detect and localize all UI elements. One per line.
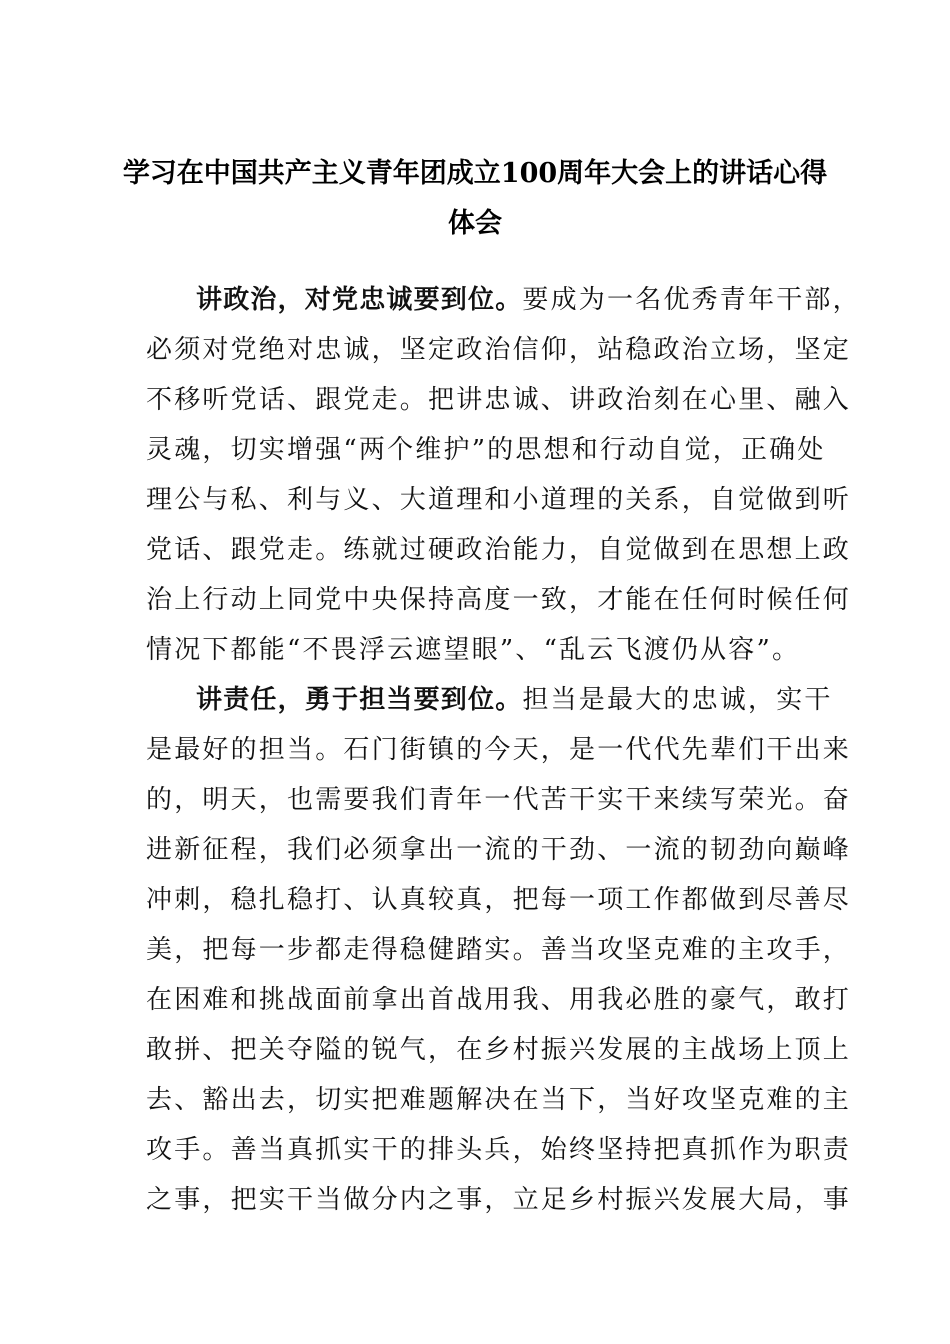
paragraph-2-line: 美，把每一步都走得稳健踏实。善当攻坚克难的主攻手， <box>146 935 852 965</box>
paragraph-2-line: 担当是最大的忠诚，实干 <box>522 685 833 715</box>
paragraph-1-line: 理公与私、利与义、大道理和小道理的关系，自觉做到听 <box>146 485 852 515</box>
paragraph-1-line: 情况下都能“不畏浮云遮望眼”、“乱云飞渡仍从容”。 <box>146 635 801 665</box>
paragraph-2-line: 在困难和挑战面前拿出首战用我、用我必胜的豪气，敢打 <box>146 985 852 1015</box>
document-title-line-2: 体会 <box>448 208 502 239</box>
paragraph-1-line: 治上行动上同党中央保持高度一致，才能在任何时候任何 <box>146 585 852 615</box>
paragraph-1-line: 灵魂，切实增强“两个维护”的思想和行动自觉，正确处 <box>146 435 826 465</box>
paragraph-2-line: 冲刺，稳扎稳打、认真较真，把每一项工作都做到尽善尽 <box>146 885 852 915</box>
paragraph-2-line: 敢拼、把关夺隘的锐气，在乡村振兴发展的主战场上顶上 <box>146 1035 852 1065</box>
paragraph-1-heading: 讲政治，对党忠诚要到位。 <box>196 285 523 315</box>
paragraph-1-line: 不移听党话、跟党走。把讲忠诚、讲政治刻在心里、融入 <box>146 385 852 415</box>
paragraph-2-line: 之事，把实干当做分内之事，立足乡村振兴发展大局，事 <box>146 1185 852 1215</box>
paragraph-2-line: 的，明天，也需要我们青年一代苦干实干来续写荣光。奋 <box>146 785 852 815</box>
paragraph-2-first-line <box>196 680 833 720</box>
paragraph-1-line: 党话、跟党走。练就过硬政治能力，自觉做到在思想上政 <box>146 535 852 565</box>
paragraph-2-line: 去、豁出去，切实把难题解决在当下，当好攻坚克难的主 <box>146 1085 852 1115</box>
paragraph-1-first-line <box>196 280 861 320</box>
paragraph-2-line: 是最好的担当。石门街镇的今天，是一代代先辈们干出来 <box>146 735 852 765</box>
paragraph-2-line: 进新征程，我们必须拿出一流的干劲、一流的韧劲向巅峰 <box>146 835 852 865</box>
paragraph-1-line: 要成为一名优秀青年干部， <box>522 285 861 315</box>
document-title-line-1: 学习在中国共产主义青年团成立100周年大会上的讲话心得 <box>122 158 828 189</box>
paragraph-1-line: 必须对党绝对忠诚，坚定政治信仰，站稳政治立场，坚定 <box>146 335 852 365</box>
paragraph-2-line: 攻手。善当真抓实干的排头兵，始终坚持把真抓作为职责 <box>146 1135 852 1165</box>
paragraph-2-heading: 讲责任，勇于担当要到位。 <box>196 685 523 715</box>
